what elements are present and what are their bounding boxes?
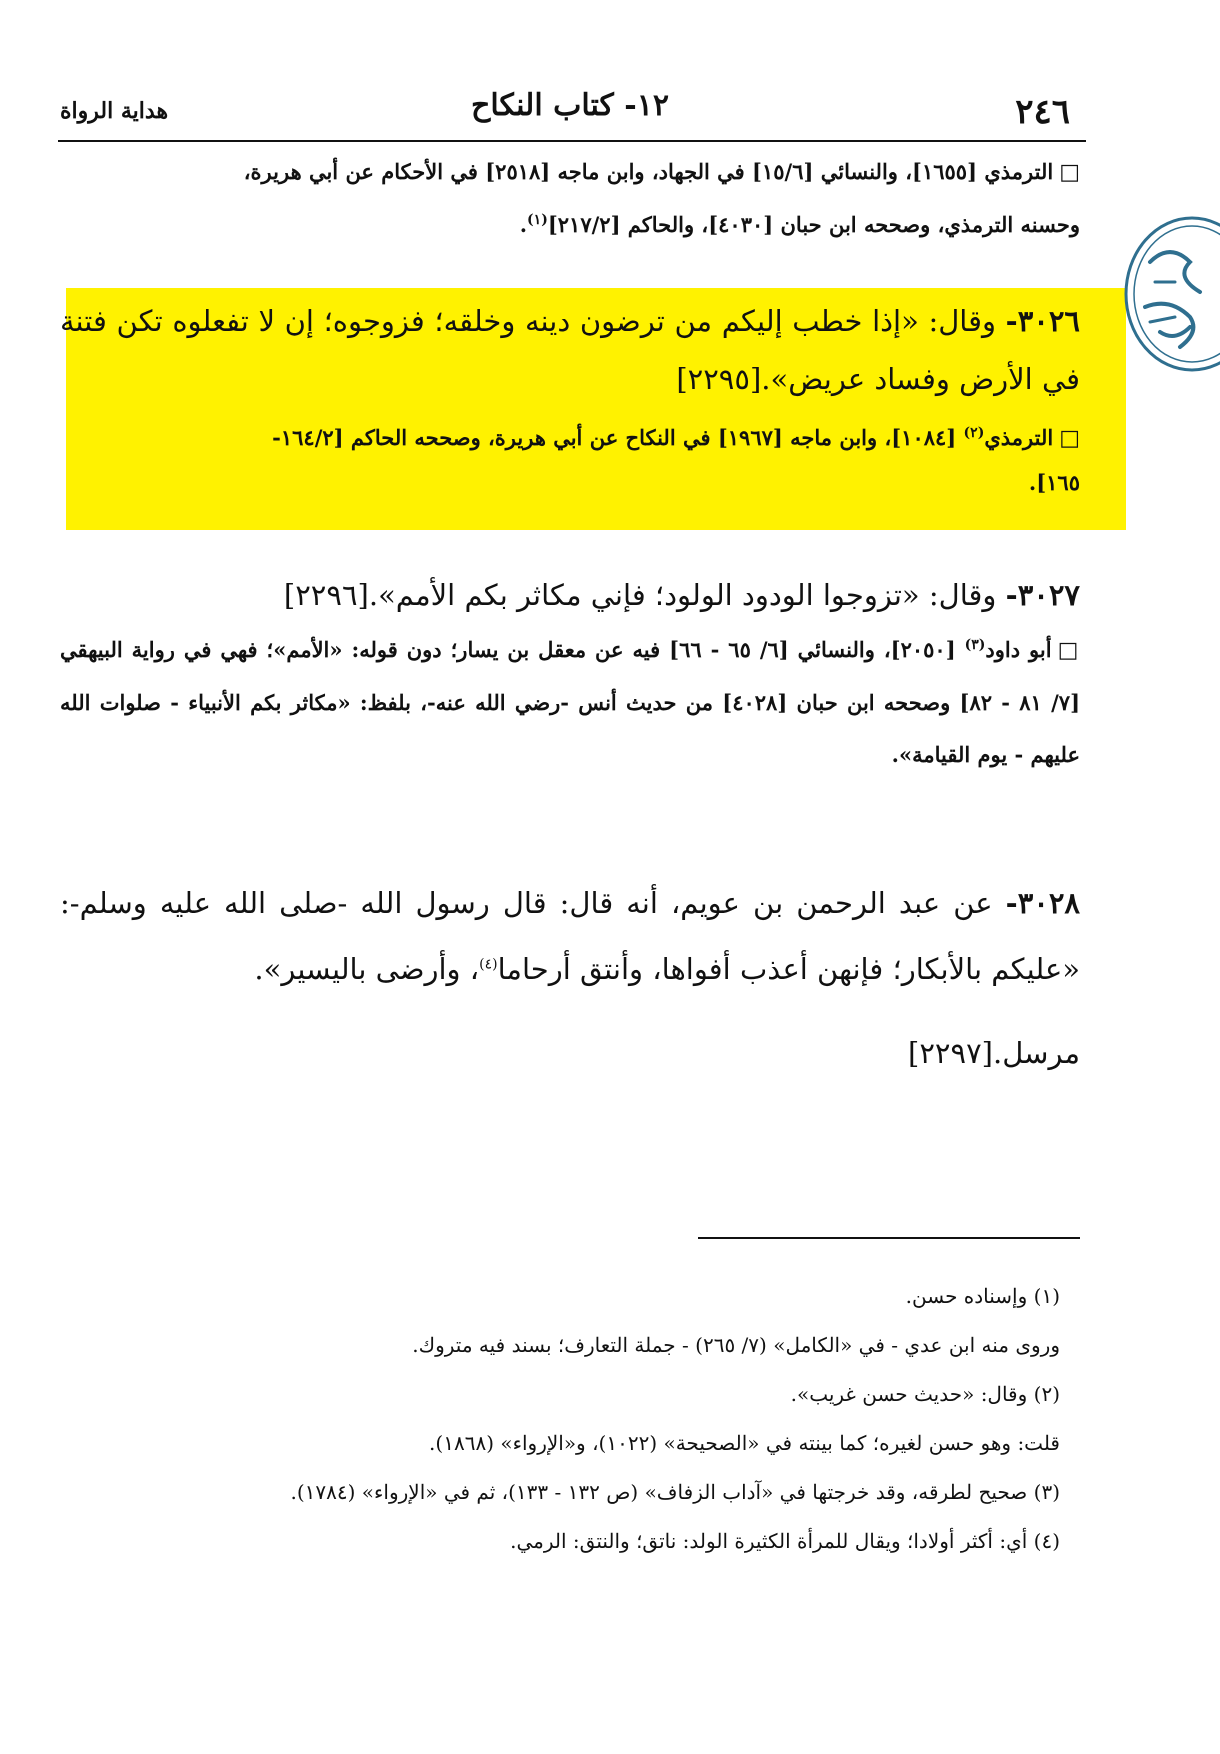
hadith-text: ٣٠٢٧- وقال: «تزوجوا الودود الولود؛ فإني مكاثر بكم الأمم».[٢٢٩٦]	[283, 578, 1080, 612]
footnote-marker: (٣)	[964, 637, 986, 653]
hadith-number: ٣٠٢٨-	[1005, 886, 1080, 920]
square-bullet-icon: □	[1059, 426, 1080, 451]
hadith-number: ٣٠٢٧-	[1005, 578, 1080, 612]
footnote-line: (٤) أي: أكثر أولادا؛ ويقال للمرأة الكثيرة الولد: ناتق؛ والنتق: الرمي.	[510, 1529, 1060, 1553]
footnote-line: (٢) وقال: «حديث حسن غريب».	[790, 1382, 1060, 1406]
footnote-marker: (١)	[527, 212, 548, 228]
footnote-line: (١) وإسناده حسن.	[905, 1284, 1060, 1308]
header-rule	[58, 140, 1086, 142]
hadith-text: ٣٠٢٦- وقال: «إذا خطب إليكم من ترضون دينه وخلقه؛ فزوجوه؛ إن لا تفعلوه تكن فتنة في الأرض وفساد عريض».[٢٢٩٥]	[60, 304, 1080, 396]
hadith-3028	[60, 870, 1080, 1082]
footnote-line: وروى منه ابن عدي - في «الكامل» (٧/ ٢٦٥) - جملة التعارف؛ بسند فيه متروك.	[412, 1333, 1060, 1357]
chapter-title: ١٢- كتاب النكاح	[471, 88, 669, 123]
page-number: ٢٤٦	[1015, 92, 1070, 132]
footnote-marker: (٢)	[963, 425, 985, 441]
hadith-note-continued: ١٦٥].	[1028, 470, 1080, 495]
hadith-3027	[60, 566, 1080, 781]
footnotes	[60, 1272, 1060, 1566]
hadith-note: □الترمذي$^{(٢)}$ [١٠٨٤]، وابن ماجه [١٩٦٧] في النكاح عن أبي هريرة، وصححه الحاكم [١٦٤/٢-	[272, 425, 1080, 451]
page-header	[60, 82, 1080, 140]
book-title: هداية الرواة	[60, 98, 169, 124]
hadith-number: ٣٠٢٦-	[1005, 304, 1080, 338]
hadith-note: □أبو داود$^{(٣)}$ [٢٠٥٠]، والنسائي [٦/ ٦٥ - ٦٦] فيه عن معقل بن يسار؛ دون قوله: «الأمم»؛ فهي في رواية البيهقي [٧/ ٨١ - ٨٢] وصححه ابن حبان [٤٠٢٨] من حديث أنس -رضي الله عنه-، بلفظ: «مكاثر بكم الأنبياء - صلوات الله عليهم - يوم القيامة».	[60, 637, 1081, 767]
square-bullet-icon: □	[1059, 160, 1080, 185]
note-line: وحسنه الترمذي، وصححه ابن حبان [٤٠٣٠]، والحاكم [٢١٧/٢]$^{(١)}$.	[519, 212, 1080, 237]
footnote-line: (٣) صحيح لطرقه، وقد خرجتها في «آداب الزفاف» (ص ١٣٢ - ١٣٣)، ثم في «الإرواء» (١٧٨٤).	[290, 1480, 1060, 1504]
square-bullet-icon: □	[1057, 638, 1081, 663]
calligraphic-circle-logo-icon	[1120, 212, 1220, 376]
note-line: □الترمذي [١٦٥٥]، والنسائي [١٥/٦] في الجهاد، وابن ماجه [٢٥١٨] في الأحكام عن أبي هريرة،	[243, 159, 1080, 185]
footnote-line: قلت: وهو حسن لغيره؛ كما بينته في «الصحيحة» (١٠٢٢)، و«الإرواء» (١٨٦٨).	[429, 1431, 1060, 1455]
hadith-grade: مرسل.[٢٢٩٧]	[908, 1036, 1080, 1070]
hadith-3026	[60, 292, 1080, 509]
hadith-text: ٣٠٢٨- عن عبد الرحمن بن عويم، أنه قال: قال رسول الله -صلى الله عليه وسلم-: «عليكم بالأبكار؛ فإنهن أعذب أفواها، وأنتق أرحاما$^{(٤)}$، وأرضى باليسير».	[60, 886, 1080, 986]
footnote-marker: (٤)	[479, 956, 498, 973]
footnote-rule	[698, 1237, 1080, 1239]
previous-hadith-note	[60, 146, 1080, 251]
